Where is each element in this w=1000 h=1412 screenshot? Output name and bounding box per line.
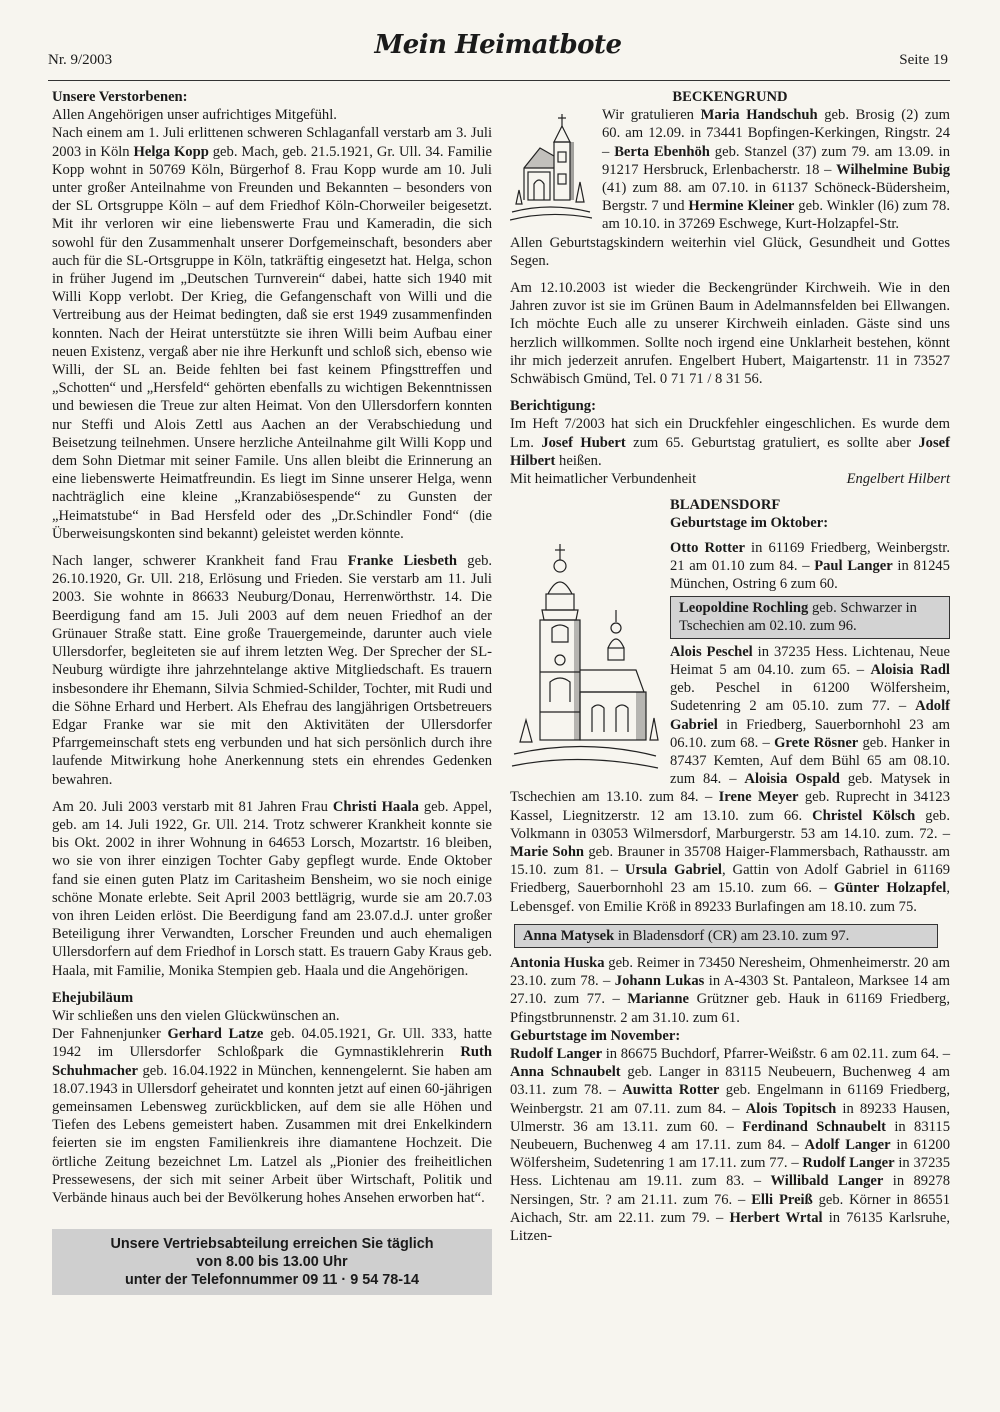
jubilee-heading: Ehejubiläum — [52, 989, 134, 1006]
church-illustration — [510, 542, 660, 772]
beckengrund-birthdays: Wir gratulieren Maria Handschuh geb. Brosig (2) zum 60. am 12.09. in 73441 Bopfingen-Kerkingen, Ringstr. 24 – Berta Ebenhöh geb. Stanzel (37) zum 79. am 13.09. in 91217 Hersbruck, Erlenbacherstr. 18 – Wilhelmine Bubig (41) zum 88. am 07.10. in 61137 Schöneck-Büdersheim, Bergstr. 7 und Hermine Kleiner geb. Winkler (l6) zum 78. am 10.10. in 37269 Eschwege, Kurt-Holzapfel-Str. — [602, 107, 951, 233]
november-birthdays: Rudolf Langer in 86675 Buchdorf, Pfarrer-Weißstr. 6 am 02.11. zum 64. – Anna Schnaubelt geb. Langer in 83115 Neubeuern, Buchenweg 4 am 03.11. zum 78. – Auwitta Rotter geb. Engelmann in 61169 Friedberg, Weinbergstr. 21 am 07.11. zum 84. – Alois Topitsch in 89233 Hausen, Ulmerstr. 36 am 13.11. zum 60. – Ferdinand Schnaubelt in 83115 Neubeuern, Buchenweg 4 am 17.11. zum 84. – Adolf Langer in 61200 Wölfersheim, Sudetenring 1 am 17.11. zum 77. – Rudolf Langer in 37235 Hess. Lichtenau am 19.11. zum 83. – Willibald Langer in 89278 Nersingen, Str. ? am 21.11. zum 76. – Elli Preiß geb. Körner in 86551 Aichach, Str. am 22.11. zum 79. – Herbert Wrtal in 76135 Karlsruhe, Litzen- — [510, 1045, 951, 1244]
bladensdorf-heading: BLADENSDORF — [670, 497, 781, 514]
november-heading: Geburtstage im November: — [510, 1027, 681, 1044]
october-heading: Geburtstage im Oktober: — [670, 515, 829, 532]
obituary-kopp: Nach einem am 1. Juli erlittenen schweren Schlaganfall verstarb am 3. Juli 2003 in Köln Helga Kopp geb. Mach, geb. 21.5.1921, Gr. Ull. 34. Familie Kopp wohnt in 50769 Köln, Bürgerhof 8. Frau Kopp wurde am 10. Juli unter großer Anteilnahme von Freunden und Bekannten – besonders von der SL Ortsgruppe Köln – auf dem Friedhof Köln-Chorweiler beigesetzt. Mit ihr verloren wir eine liebenswerte Frau und Kameradin, die sich sowohl für den Zusammenhalt unserer Dorfgemeinschaft, besonders aber auch für die SL-Ortsgruppe in Köln, tatkräftig eingesetzt hat. Helga, schon in früher Jugend im „Deutschen Turnverein“ dabei, hatte sich 1940 mit Willi Kopp verlobt. Der Krieg, die Gefangenschaft von Willi und die Vertreibung aus der Heimat bedingten, daß sie erst 1949 zusammenfinden konnten. Nach der Heirat unterstützte sie ihren Willi beim Aufbau einer neuen Existenz, vergaß aber nie ihre Herkunft und schloß sich, ebenso wie Willi, der SL an. Beide fehlten bei fast keinem Pfingsttreffen und „Schotten“ und „Hersfeld“ gehörten ebenfalls zu wichtigen Bekenntnissen und bewiesen die Treue zur alten Heimat. Von den Ullersdorfern konnten nur Steffi und Alois Zettl aus Aachen an der Verabschiedung und Beisetzung teilnehmen. Unsere herzliche Anteilnahme gilt Willi Kopp und dem Sohn Dietmar mit seiner Famile. Uns allen bleibt die Erinnerung an eine liebenswerte Heimatfreundin. Es liegt im Sinne unserer Helga, wenn nachträglich eine kleine „Kranzabiösespende“ zu Gunsten der „Heimatstube“ in Bad Hersfeld oder des „Dr.Schindler Fond“ (die Überweisungskonten sind bekannt) geleistet werden könnte. — [52, 125, 492, 542]
deceased-intro: Allen Angehörigen unser aufrichtiges Mitgefühl. — [52, 107, 337, 124]
page-header — [48, 30, 948, 76]
page-number: Seite 19 — [899, 52, 948, 68]
right-column — [510, 88, 950, 1245]
correction-heading: Berichtigung: — [510, 398, 596, 415]
issue-number: Nr. 9/2003 — [48, 52, 113, 68]
beckengrund-heading: BECKENGRUND — [672, 89, 788, 105]
signature-greeting: Mit heimatlicher Verbundenheit — [510, 471, 697, 488]
signature-name: Engelbert Hilbert — [846, 471, 950, 488]
deceased-heading: Unsere Verstorbenen: — [52, 89, 188, 105]
masthead-logo: Mein Heimatbote — [374, 30, 622, 60]
jubilee-intro: Wir schließen uns den vielen Glückwünschen an. — [52, 1007, 340, 1024]
signature-line — [510, 470, 950, 488]
chapel-illustration — [510, 112, 592, 224]
sales-notice-box: Unsere Vertriebsabteilung erreichen Sie täglich von 8.00 bis 13.00 Uhr unter der Telefonnummer 09 11 · 9 54 78-14 — [52, 1229, 492, 1295]
highlight-rochling: Leopoldine Rochling geb. Schwarzer in Tschechien am 02.10. zum 96. — [670, 596, 950, 638]
obituary-haala: Am 20. Juli 2003 verstarb mit 81 Jahren Frau Christi Haala geb. Appel, geb. am 14. Juli 1922, Gr. Ull. 214. Trotz schwerer Krankheit konnte sie bis Okt. 2002 in ihrer Wohnung in 64653 Lorsch, Mozartstr. 16 bleiben, wo sie von ihrer einzigen Tochter Gaby gepflegt wurde. Ende Oktober fand sie einen guten Platz im Caritasheim Bensheim, wo sie noch einige schöne Monate erlebte. Seit April 2003 bettlägrig, wurde sie am 20.7.03 von ihren Leiden erlöst. Die Beerdigung fand am 23.07.d.J. unter großer Beteiligung ihrer Verwandten, Lorscher Freunden und auch ehemaligen Ullersdorfern auf dem Friedhof in Lorsch statt. Es trauern Gaby Kraus geb. Haala, mit Familie, Monika Stempien geb. Haala und die Angehörigen. — [52, 798, 492, 979]
jubilee-text: Der Fahnenjunker Gerhard Latze geb. 04.05.1921, Gr. Ull. 333, hatte 1942 im Ullersdorfer Schloßpark die Gymnastiklehrerin Ruth Schuhmacher geb. 16.04.1922 in München, kennengelernt. Sie haben am 18.07.1943 in Ullersdorf geheiratet und konnten jetzt auf einen 60-jährigen gemeinsamen Lebensweg zurückblicken, auf dem sie alle Höhen und Tiefen des Lebens gemeistert haben. Zusammen mit drei Enkelkindern feierten sie im engsten Familienkreis ihre diamantene Hochzeit. Die örtliche Zeitung bezeichnet Lm. Latzel als „Pionier des freiheitlichen Pressewesens, der sich mit seiner Arbeit über Wirtschaft, Politik und Verbände hinaus auch bei der Bevölkerung hohes Ansehen erworben hat“. — [52, 1026, 493, 1206]
left-column — [52, 88, 492, 1295]
header-rule — [48, 80, 950, 81]
kirchweih-text: Am 12.10.2003 ist wieder die Beckengründer Kirchweih. Wie in den Jahren zuvor ist sie im Grünen Baum in Adelmannsfelden bei Ellwangen. Ich möchte Euch alle zu unserer Kirchweih einladen. Gäste sind uns herzlich willkommen. Sollte noch irgend eine Unklarheit bestehen, könnt ihr mich jederzeit anrufen. Engelbert Hubert, Maigartenstr. 11 in 73527 Schwäbisch Gmünd, Tel. 0 71 71 / 8 31 56. — [510, 280, 950, 388]
highlight-matysek: Anna Matysek in Bladensdorf (CR) am 23.10. zum 97. — [514, 924, 938, 948]
beckengrund-wish: Allen Geburtstagskindern weiterhin viel Glück, Gesundheit und Gottes Segen. — [510, 234, 950, 269]
obituary-franke: Nach langer, schwerer Krankheit fand Frau Franke Liesbeth geb. 26.10.1920, Gr. Ull. 218, Erlösung und Frieden. Sie verstarb am 11. Juli 2003. Sie wohnte in 86633 Neuburg/Donau, Herrenwörthstr. 14. Die Beerdigung fand am 15. Juli 2003 auf dem neuen Friedhof an der Grünauer Straße statt. Eine große Trauergemeinde, darunter auch viele Ullersdorfer, begleiteten sie auf ihrem letzten Weg. Der Sprecher der SL-Neuburg würdigte ihre jahrzehntelange aktive Mitgliedschaft. Es trauern insbesondere ihr Ehemann, Silvia Schmied-Schilder, Tochter, mit Rudi und die Söhne Erhard und Herbert. Als Ehefrau des langjährigen Ortsbetreuers Edgar Franke war sie mit den Aktivitäten der Ullersdorfer Pfarrgemeinschaft stets eng verbunden und hat sich persönlich durch ihre laufende Mitwirkung hohe Anerkennung stets ein ehrendes Gedenken bewahren. — [52, 553, 493, 788]
correction-text: Im Heft 7/2003 hat sich ein Druckfehler eingeschlichen. Es wurde dem Lm. Josef Hubert zum 65. Geburtstag gratuliert, es sollte aber Josef Hilbert heißen. — [510, 416, 950, 469]
october-birthdays-3: Antonia Huska geb. Reimer in 73450 Neresheim, Ohmenheimerstr. 20 am 23.10. zum 78. – Johann Lukas in A-4303 St. Pantaleon, Marksee 14 am 27.10. zum 77. – Marianne Grützner geb. Hauk in 61169 Friedberg, Pfingstbrunnenstr. 2 am 31.10. zum 61. — [510, 954, 951, 1026]
october-birthdays-1: Otto Rotter in 61169 Friedberg, Weinbergstr. 21 am 01.10 zum 84. – Paul Langer in 81245 München, Ostring 6 zum 60. — [670, 539, 950, 593]
october-birthdays-2: Alois Peschel in 37235 Hess. Lichtenau, Neue Heimat 5 am 04.10. zum 65. – Aloisia Radl geb. Peschel in 61200 Wölfersheim, Sudetenring 2 am 05.10. zum 77. – Adolf Gabriel in Friedberg, Sauerbornhohl 23 am 06.10. zum 68. – Grete Rösner geb. Hanker in 87437 Kemten, Auf dem Bühl 65 am 08.10. zum 84. – Aloisia Ospald geb. Matysek in Tschechien am 13.10. zum 84. – Irene Meyer geb. Ruprecht in 34123 Kassel, Liegnitzerstr. 12 am 13.10. zum 66. Christel Kölsch geb. Volkmann in 03053 Wilmersdorf, Marburgerstr. 53 am 14.10. zum. 72. – Marie Sohn geb. Brauner in 35708 Haiger-Flammersbach, Rathausstr. am 15.10. zum 81. – Ursula Gabriel, Gattin von Adolf Gabriel in 61169 Friedberg, Sauerbornhohl 23 am 15.10. zum 66. – Günter Holzapfel, Lebensgef. von Emilie Kröß in 89233 Burlafingen am 18.10. zum 75. — [510, 643, 951, 915]
